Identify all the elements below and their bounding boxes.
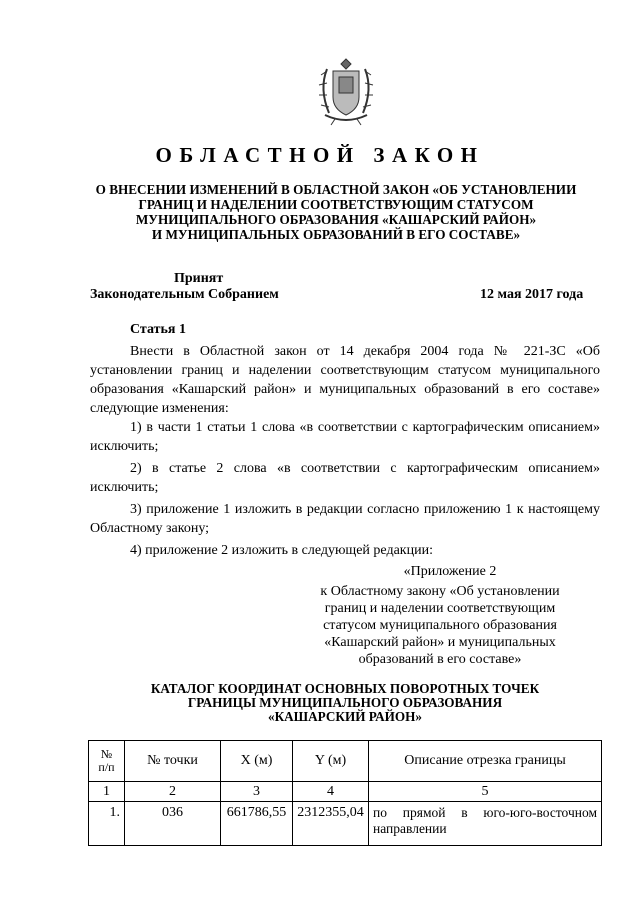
row-point: 036 — [125, 802, 221, 846]
header-number-sign: № — [100, 747, 113, 761]
adopted-label: Принят — [174, 271, 224, 286]
header-row-number — [89, 741, 125, 782]
row-y: 2312355,04 — [293, 802, 369, 846]
row-x: 661786,55 — [221, 802, 293, 846]
subtitle-line: ГРАНИЦ И НАДЕЛЕНИИ СООТВЕТСТВУЮЩИМ СТАТУСОМ — [138, 197, 534, 212]
coat-of-arms-icon — [313, 55, 379, 127]
table-header-row — [89, 741, 602, 782]
subtitle-line: О ВНЕСЕНИИ ИЗМЕНЕНИЙ В ОБЛАСТНОЙ ЗАКОН «ОБ УСТАНОВЛЕНИИ — [95, 182, 577, 197]
appendix-line: «Кашарский район» и муниципальных — [324, 635, 556, 650]
table-row — [89, 802, 602, 846]
document-title: ОБЛАСТНОЙ ЗАКОН — [155, 143, 485, 167]
column-number: 1 — [89, 782, 125, 802]
appendix-line: образований в его составе» — [358, 652, 522, 667]
article-paragraph: 4) приложение 2 изложить в следующей редакции: — [130, 543, 433, 558]
header-y: Y (м) — [293, 741, 369, 782]
appendix-line: к Областному закону «Об установлении — [320, 584, 560, 599]
catalog-title — [90, 682, 600, 724]
article-paragraph: 1) в части 1 статьи 1 слова «в соответствии с картографическим описанием» исключить; — [90, 420, 600, 454]
coordinates-table — [88, 740, 602, 846]
catalog-line: КАТАЛОГ КООРДИНАТ ОСНОВНЫХ ПОВОРОТНЫХ ТОЧЕК — [150, 681, 540, 696]
header-point: № точки — [125, 741, 221, 782]
column-number: 5 — [369, 782, 602, 802]
column-number-row — [89, 782, 602, 802]
article-title: Статья 1 — [130, 322, 186, 337]
appendix-line: статусом муниципального образования — [323, 618, 557, 633]
appendix-line: границ и наделении соответствующим — [324, 601, 556, 616]
column-number: 2 — [125, 782, 221, 802]
appendix-note — [300, 563, 580, 668]
column-number: 4 — [293, 782, 369, 802]
row-description: по прямой в юго-юго-восточном направлении — [369, 802, 602, 846]
column-number: 3 — [221, 782, 293, 802]
subtitle-line: И МУНИЦИПАЛЬНЫХ ОБРАЗОВАНИЙ В ЕГО СОСТАВЕ» — [151, 227, 521, 242]
header-x: X (м) — [221, 741, 293, 782]
catalog-line: ГРАНИЦЫ МУНИЦИПАЛЬНОГО ОБРАЗОВАНИЯ — [187, 695, 503, 710]
catalog-line: «КАШАРСКИЙ РАЙОН» — [267, 709, 423, 724]
header-number-abbr: п/п — [98, 760, 115, 774]
document-subtitle — [70, 182, 602, 242]
subtitle-line: МУНИЦИПАЛЬНОГО ОБРАЗОВАНИЯ «КАШАРСКИЙ РАЙОН» — [135, 212, 537, 227]
article-paragraph: 3) приложение 1 изложить в редакции согласно приложению 1 к настоящему Областному закону; — [90, 502, 600, 536]
article-paragraph: Внести в Областной закон от 14 декабря 2004 года № 221-ЗС «Об установлении границ и наделении соответствующим статусом муниципального образования «Кашарский район» и муниципальных образований в его составе» следующие изменения: — [90, 344, 600, 416]
row-number: 1. — [89, 802, 125, 846]
adopted-by: Законодательным Собранием — [90, 287, 279, 302]
header-description: Описание отрезка границы — [369, 741, 602, 782]
appendix-heading: «Приложение 2 — [403, 564, 497, 579]
adoption-date: 12 мая 2017 года — [480, 287, 584, 302]
article-paragraph: 2) в статье 2 слова «в соответствии с картографическим описанием» исключить; — [90, 461, 600, 495]
